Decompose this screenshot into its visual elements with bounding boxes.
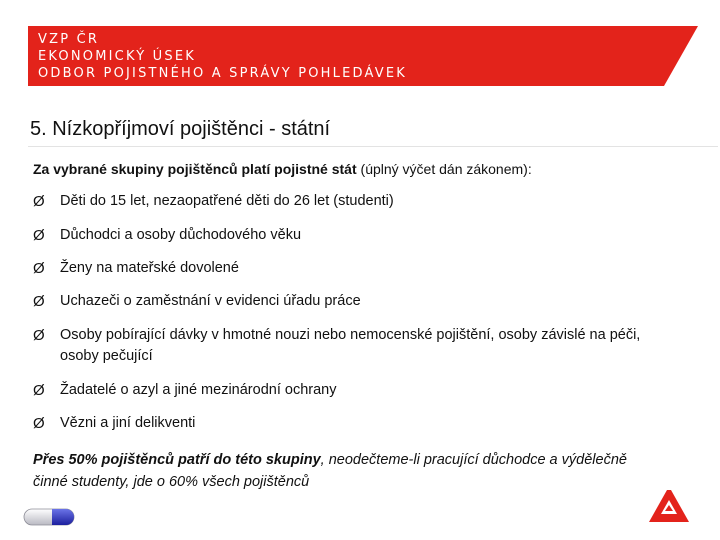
vzp-logo-icon [645,488,693,526]
list-item-text: Uchazeči o zaměstnání v evidenci úřadu práce [60,293,361,309]
list-item-text: Ženy na mateřské dovolené [60,260,239,276]
bullet-arrow-icon: Ø [33,227,45,244]
intro-rest: (úplný výčet dán zákonem): [356,161,532,177]
list-item-text: Osoby pobírající dávky v hmotné nouzi nebo nemocenské pojištění, osoby závislé na péči, osoby pečující [60,327,641,364]
summary-note [33,449,633,493]
bullet-arrow-icon: Ø [33,293,45,310]
header-text [38,31,407,82]
bullet-arrow-icon: Ø [33,260,45,277]
header-line-section: EKONOMICKÝ ÚSEK [38,49,196,64]
bullet-arrow-icon: Ø [33,415,45,432]
summary-note-bold: Přes 50% pojištěnců patří do této skupiny [33,452,321,468]
header-line-department: ODBOR POJISTNÉHO A SPRÁVY POHLEDÁVEK [38,66,407,81]
bullet-arrow-icon: Ø [33,327,45,344]
pill-capsule-icon [22,506,78,528]
intro-bold: Za vybrané skupiny pojištěnců platí pojistné stát [33,161,357,177]
list-item-text: Děti do 15 let, nezaopatřené děti do 26 let (studenti) [60,193,394,209]
title-divider [28,146,718,147]
bullet-arrow-icon: Ø [33,382,45,399]
list-item-text: Vězni a jiní delikventi [60,415,196,431]
header-line-org: VZP ČR [38,32,100,47]
slide-title: 5. Nízkopříjmoví pojištěnci - státní [30,118,331,140]
list-item-text: Důchodci a osoby důchodového věku [60,227,302,243]
summary-note-rest: , neodečteme-li pracující důchodce a výdělečně činné studenty, jde o 60% všech pojištěnců [33,452,627,490]
list-item-text: Žadatelé o azyl a jiné mezinárodní ochrany [60,382,337,398]
bullet-arrow-icon: Ø [33,193,45,210]
header-banner [0,0,720,88]
intro-text [33,161,532,177]
